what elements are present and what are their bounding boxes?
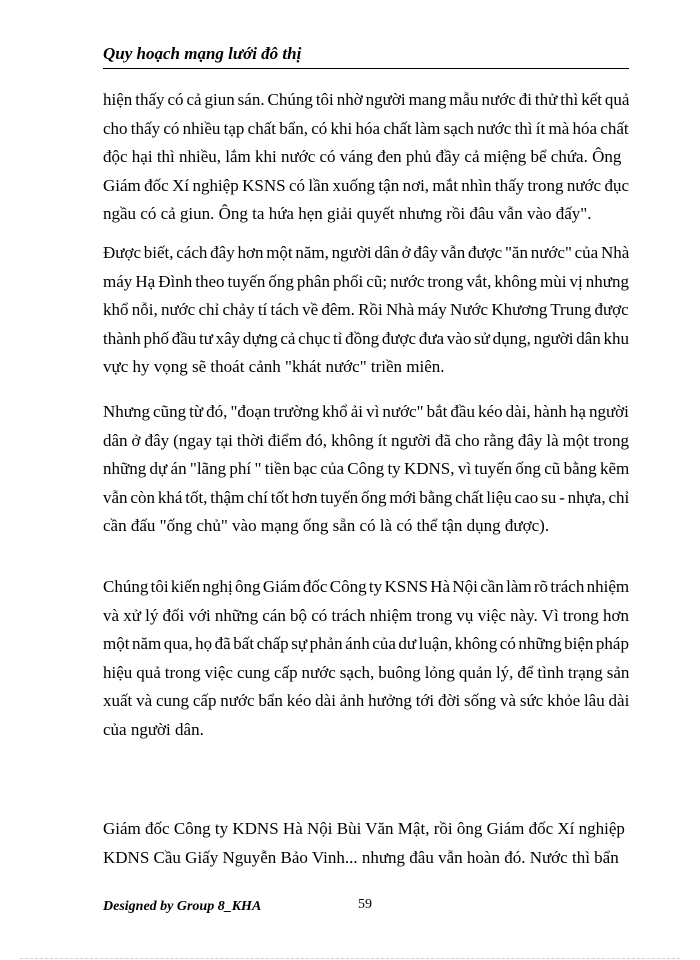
- paragraph-5: [103, 815, 629, 872]
- text-line: những dự án "lãng phí " tiền bạc của Công ty KDNS, vì tuyến ống cũ bằng kẽm: [103, 459, 630, 479]
- text-line: độc hại thì nhiều, lắm khi nước có váng đen phủ đầy cả miệng bể chứa. Ông: [103, 147, 622, 167]
- paragraph-1: [103, 86, 629, 229]
- text-line: thành phố đầu tư xây dựng cả chục tỉ đồng được đưa vào sử dụng, người dân khu: [103, 328, 629, 348]
- text-line: Giám đốc Xí nghiệp KSNS có lần xuống tận nơi, mắt nhìn thấy trong nước đục: [103, 175, 630, 195]
- text-line: cho thấy có nhiều tạp chất bẩn, có khi hóa chất làm sạch nước thì ít mà hóa chất: [103, 118, 629, 138]
- text-line: và xử lý đối với những cán bộ có trách nhiệm trong vụ việc này. Vì trong hơn: [103, 605, 629, 625]
- paragraph-4: [103, 573, 629, 745]
- text-line: xuất và cung cấp nước bẩn kéo dài ảnh hưởng tới đời sống và sức khỏe lâu dài: [103, 691, 630, 711]
- text-line: ngầu có cả giun. Ông ta hứa hẹn giải quyết nhưng rồi đâu vẫn vào đấy".: [103, 204, 592, 224]
- text-line: cần đấu "ống chủ" vào mạng ống sẵn có là có thể tận dụng được).: [103, 516, 550, 536]
- text-line: khổ nỗi, nước chỉ chảy tí tách về đêm. Rồi Nhà máy Nước Khương Trung được: [103, 300, 629, 320]
- text-line: hiện thấy có cả giun sán. Chúng tôi nhờ người mang mẫu nước đi thử thì kết quả: [103, 90, 630, 109]
- text-line: Được biết, cách đây hơn một năm, người dân ở đây vẫn được "ăn nước" của Nhà: [103, 243, 630, 262]
- text-line: dân ở đây (ngay tại thời điểm đó, không ít người đã cho rằng đây là một trong: [103, 430, 630, 450]
- running-header: Quy hoạch mạng lưới đô thị: [103, 44, 302, 63]
- text-line: hiệu quả trong việc cung cấp nước sạch, buông lỏng quản lý, để tình trạng sản: [103, 662, 630, 682]
- text-line: của người dân.: [103, 719, 204, 739]
- paragraph-3: [103, 398, 629, 541]
- text-line: Chúng tôi kiến nghị ông Giám đốc Công ty KSNS Hà Nội cần làm rõ trách nhiệm: [103, 577, 630, 596]
- header-rule: [103, 68, 629, 69]
- text-line: vẫn còn khá tốt, thậm chí tốt hơn tuyến ống mới bằng chất liệu cao su - nhựa, chỉ: [103, 487, 630, 507]
- text-line: KDNS Cầu Giấy Nguyễn Bảo Vinh... nhưng đâu vẫn hoàn đó. Nước thì bẩn: [103, 847, 619, 867]
- page-number: 59: [358, 897, 372, 912]
- footer-credit: Designed by Group 8_KHA: [103, 899, 262, 914]
- text-line: Giám đốc Công ty KDNS Hà Nội Bùi Văn Mật, rồi ông Giám đốc Xí nghiệp: [103, 819, 625, 838]
- text-line: một năm qua, họ đã bất chấp sự phản ánh của dư luận, không có những biện pháp: [103, 634, 629, 654]
- text-line: Nhưng cũng từ đó, "đoạn trường khổ ải vì nước" bắt đầu kéo dài, hành hạ người: [103, 402, 629, 421]
- text-line: vực hy vọng sẽ thoát cảnh "khát nước" triền miên.: [103, 357, 445, 377]
- page-edge: [20, 958, 680, 959]
- paragraph-2: [103, 239, 629, 382]
- text-line: máy Hạ Đình theo tuyến ống phân phối cũ; nước trong vắt, không mùi vị nhưng: [103, 271, 629, 291]
